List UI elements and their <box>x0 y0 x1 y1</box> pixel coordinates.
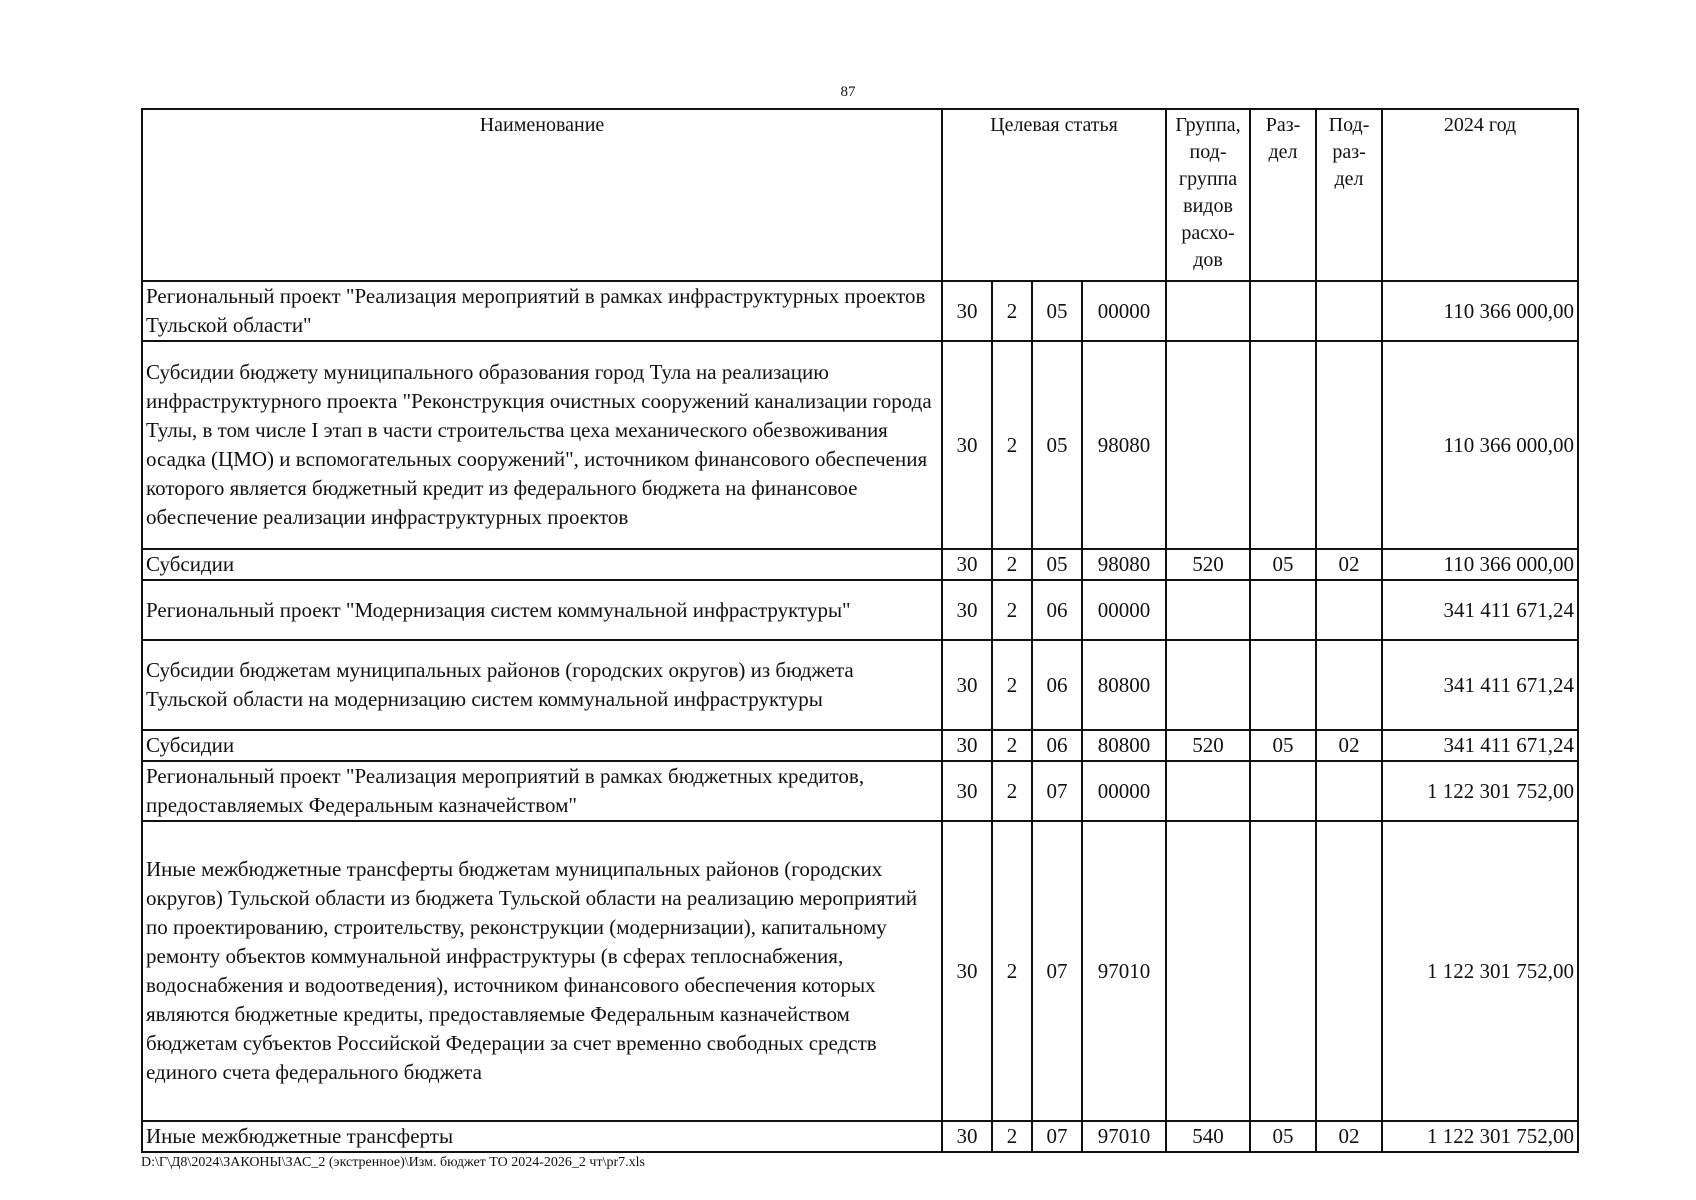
target-code-project: 06 <box>1032 640 1082 730</box>
target-code-program: 30 <box>942 640 992 730</box>
target-code-program: 30 <box>942 821 992 1121</box>
target-code-type: 2 <box>992 1121 1032 1152</box>
table-row <box>142 761 1578 821</box>
target-code-project: 07 <box>1032 761 1082 821</box>
target-code-program: 30 <box>942 730 992 761</box>
section-code: 05 <box>1250 730 1316 761</box>
target-code-direction: 00000 <box>1082 580 1166 640</box>
table-row <box>142 640 1578 730</box>
budget-table <box>141 108 1579 1153</box>
target-code-program: 30 <box>942 341 992 549</box>
target-code-direction: 00000 <box>1082 761 1166 821</box>
target-code-direction: 98080 <box>1082 549 1166 580</box>
amount-2024: 1 122 301 752,00 <box>1382 1121 1578 1152</box>
file-path-footer: D:\Г\Д8\2024\ЗАКОНЫ\ЗАС_2 (экстренное)\Изм. бюджет ТО 2024-2026_2 чт\pr7.xls <box>141 1155 645 1170</box>
amount-2024: 341 411 671,24 <box>1382 730 1578 761</box>
target-code-project: 05 <box>1032 549 1082 580</box>
subsection-code <box>1316 341 1382 549</box>
header-subsection: Под- раз- дел <box>1316 109 1382 281</box>
table-row <box>142 281 1578 341</box>
target-code-project: 07 <box>1032 821 1082 1121</box>
row-name: Субсидии бюджетам муниципальных районов (городских округов) из бюджета Тульской области на модернизацию систем коммунальной инфраструктуры <box>142 640 942 730</box>
subsection-code: 02 <box>1316 730 1382 761</box>
target-code-type: 2 <box>992 730 1032 761</box>
target-code-program: 30 <box>942 281 992 341</box>
header-group: Группа, под- группа видов расхо- дов <box>1166 109 1250 281</box>
target-code-direction: 80800 <box>1082 730 1166 761</box>
amount-2024: 1 122 301 752,00 <box>1382 761 1578 821</box>
section-code: 05 <box>1250 549 1316 580</box>
target-code-type: 2 <box>992 341 1032 549</box>
amount-2024: 110 366 000,00 <box>1382 281 1578 341</box>
target-code-direction: 80800 <box>1082 640 1166 730</box>
expense-group <box>1166 640 1250 730</box>
row-name: Иные межбюджетные трансферты <box>142 1121 942 1152</box>
expense-group: 520 <box>1166 730 1250 761</box>
subsection-code <box>1316 580 1382 640</box>
amount-2024: 110 366 000,00 <box>1382 341 1578 549</box>
row-name: Региональный проект "Модернизация систем коммунальной инфраструктуры" <box>142 580 942 640</box>
target-code-type: 2 <box>992 640 1032 730</box>
target-code-program: 30 <box>942 761 992 821</box>
target-code-direction: 00000 <box>1082 281 1166 341</box>
subsection-code: 02 <box>1316 549 1382 580</box>
section-code <box>1250 640 1316 730</box>
target-code-project: 07 <box>1032 1121 1082 1152</box>
amount-2024: 110 366 000,00 <box>1382 549 1578 580</box>
expense-group <box>1166 281 1250 341</box>
header-target: Целевая статья <box>942 109 1166 281</box>
table-row <box>142 549 1578 580</box>
amount-2024: 341 411 671,24 <box>1382 640 1578 730</box>
header-name: Наименование <box>142 109 942 281</box>
expense-group: 540 <box>1166 1121 1250 1152</box>
target-code-program: 30 <box>942 580 992 640</box>
section-code <box>1250 580 1316 640</box>
header-year: 2024 год <box>1382 109 1578 281</box>
subsection-code <box>1316 821 1382 1121</box>
header-section: Раз- дел <box>1250 109 1316 281</box>
section-code <box>1250 281 1316 341</box>
table-row <box>142 821 1578 1121</box>
subsection-code <box>1316 640 1382 730</box>
table-row <box>142 1121 1578 1152</box>
target-code-direction: 97010 <box>1082 821 1166 1121</box>
target-code-type: 2 <box>992 580 1032 640</box>
target-code-direction: 97010 <box>1082 1121 1166 1152</box>
expense-group: 520 <box>1166 549 1250 580</box>
target-code-type: 2 <box>992 761 1032 821</box>
expense-group <box>1166 341 1250 549</box>
row-name: Региональный проект "Реализация мероприятий в рамках инфраструктурных проектов Тульской области" <box>142 281 942 341</box>
expense-group <box>1166 580 1250 640</box>
table-row <box>142 730 1578 761</box>
row-name: Иные межбюджетные трансферты бюджетам муниципальных районов (городских округов) Тульской области из бюджета Тульской области на реализацию мероприятий по проектированию, строительству, реконструкции (модернизации), капитальному ремонту объектов коммунальной инфраструктуры (в сферах теплоснабжения, водоснабжения и водоотведения), источником финансового обеспечения которых являются бюджетные кредиты, предоставляемые Федеральным казначейством бюджетам субъектов Российской Федерации за счет временно свободных средств единого счета федерального бюджета <box>142 821 942 1121</box>
expense-group <box>1166 761 1250 821</box>
target-code-project: 06 <box>1032 580 1082 640</box>
target-code-program: 30 <box>942 549 992 580</box>
amount-2024: 1 122 301 752,00 <box>1382 821 1578 1121</box>
expense-group <box>1166 821 1250 1121</box>
row-name: Субсидии <box>142 730 942 761</box>
section-code <box>1250 821 1316 1121</box>
header-row <box>142 109 1578 281</box>
section-code <box>1250 761 1316 821</box>
subsection-code <box>1316 281 1382 341</box>
row-name: Региональный проект "Реализация мероприятий в рамках бюджетных кредитов, предоставляемых Федеральным казначейством" <box>142 761 942 821</box>
page-number: 87 <box>840 84 856 100</box>
target-code-project: 05 <box>1032 281 1082 341</box>
row-name: Субсидии <box>142 549 942 580</box>
target-code-type: 2 <box>992 281 1032 341</box>
table-row <box>142 341 1578 549</box>
amount-2024: 341 411 671,24 <box>1382 580 1578 640</box>
table-row <box>142 580 1578 640</box>
target-code-direction: 98080 <box>1082 341 1166 549</box>
row-name: Субсидии бюджету муниципального образования город Тула на реализацию инфраструктурного проекта "Реконструкция очистных сооружений канализации города Тулы, в том числе I этап в части строительства цеха механического обезвоживания осадка (ЦМО) и вспомогательных сооружений", источником финансового обеспечения которого является бюджетный кредит из федерального бюджета на финансовое обеспечение реализации инфраструктурных проектов <box>142 341 942 549</box>
target-code-project: 06 <box>1032 730 1082 761</box>
section-code <box>1250 341 1316 549</box>
subsection-code <box>1316 761 1382 821</box>
section-code: 05 <box>1250 1121 1316 1152</box>
target-code-type: 2 <box>992 821 1032 1121</box>
subsection-code: 02 <box>1316 1121 1382 1152</box>
target-code-type: 2 <box>992 549 1032 580</box>
target-code-project: 05 <box>1032 341 1082 549</box>
target-code-program: 30 <box>942 1121 992 1152</box>
